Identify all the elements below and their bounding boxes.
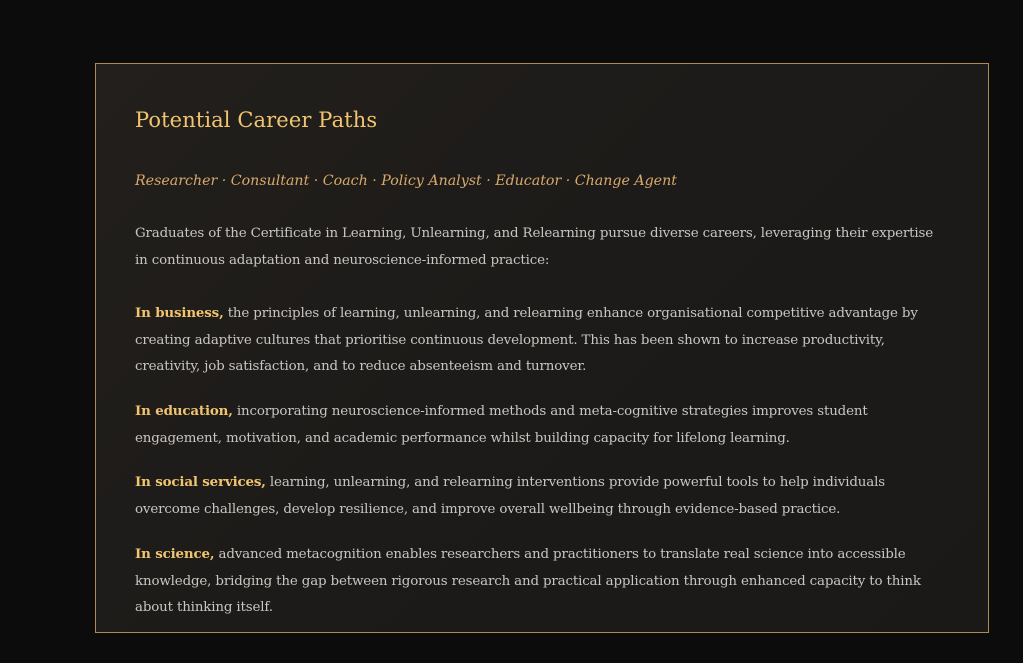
- career-paths-card: [95, 63, 989, 633]
- section-title: Potential Career Paths: [135, 108, 378, 132]
- roles-line: Researcher · Consultant · Coach · Policy Analyst · Educator · Change Agent: [135, 173, 677, 189]
- career-path-text: learning, unlearning, and relearning interventions provide powerful tools to help individuals overcome challenges, develop resilience, and improve overall wellbeing through evidence-based practice.: [135, 475, 885, 517]
- career-path-lead: In social services,: [135, 474, 266, 490]
- career-path-text: advanced metacognition enables researchers and practitioners to translate real science into accessible knowledge, bridging the gap between rigorous research and practical application through enhanced capacity to think about thinking itself.: [135, 547, 921, 615]
- career-path-social-services: [135, 469, 943, 523]
- career-path-science: [135, 541, 943, 622]
- career-path-lead: In education,: [135, 403, 233, 419]
- intro-paragraph: Graduates of the Certificate in Learning, Unlearning, and Relearning pursue diverse careers, leveraging their expertise in continuous adaptation and neuroscience-informed practice:: [135, 226, 933, 268]
- career-path-text: incorporating neuroscience-informed methods and meta-cognitive strategies improves student engagement, motivation, and academic performance whilst building capacity for lifelong learning.: [135, 404, 868, 446]
- career-path-education: [135, 398, 943, 452]
- career-path-business: [135, 300, 943, 381]
- career-path-lead: In business,: [135, 305, 224, 321]
- career-path-text: the principles of learning, unlearning, and relearning enhance organisational competitive advantage by creating adaptive cultures that prioritise continuous development. This has been shown to increase productivity, creativity, job satisfaction, and to reduce absenteeism and turnover.: [135, 306, 918, 374]
- career-path-lead: In science,: [135, 546, 215, 562]
